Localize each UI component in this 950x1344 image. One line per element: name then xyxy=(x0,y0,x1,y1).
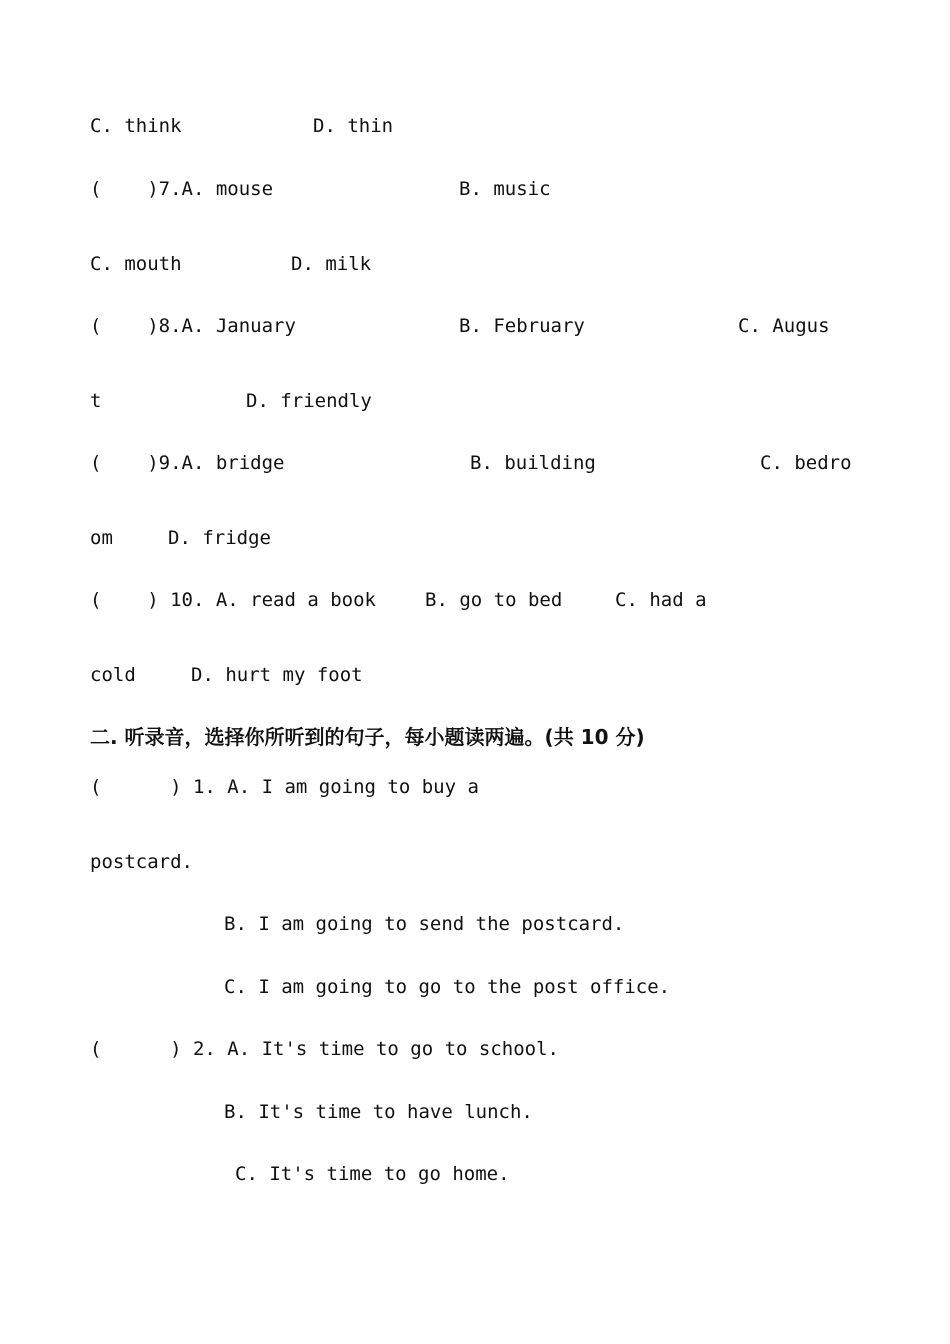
s2-q1-option-b: B. I am going to send the postcard. xyxy=(224,913,625,935)
q8-option-b: B. February xyxy=(459,315,585,337)
q10-prompt: ( ) 10. A. read a book xyxy=(90,589,376,611)
q9-option-c: C. bedro xyxy=(760,452,852,474)
q10-option-c-wrap: cold xyxy=(90,664,136,686)
q9-option-b: B. building xyxy=(470,452,596,474)
q9-prompt: ( )9.A. bridge xyxy=(90,452,285,474)
q7-prompt: ( )7.A. mouse xyxy=(90,178,274,200)
q8-option-c-wrap: t xyxy=(90,390,102,412)
q8-option-c: C. Augus xyxy=(738,315,830,337)
q8-option-d: D. friendly xyxy=(246,390,372,412)
s2-q1-prompt: ( ) 1. A. I am going to buy a xyxy=(90,776,479,798)
q7-option-b: B. music xyxy=(459,178,551,200)
s2-q1-option-a-wrap: postcard. xyxy=(90,851,193,873)
q9-option-d: D. fridge xyxy=(168,527,271,549)
q7-option-d: D. milk xyxy=(291,253,372,275)
q7-option-c: C. mouth xyxy=(90,253,182,275)
q9-option-c-wrap: om xyxy=(90,527,113,549)
s2-q2-option-c: C. It's time to go home. xyxy=(235,1163,510,1185)
q10-option-b: B. go to bed xyxy=(425,589,563,611)
s2-q2-option-b: B. It's time to have lunch. xyxy=(224,1101,533,1123)
q10-option-d: D. hurt my foot xyxy=(191,664,363,686)
q10-option-c: C. had a xyxy=(615,589,707,611)
s2-q2-prompt: ( ) 2. A. It's time to go to school. xyxy=(90,1038,559,1060)
s2-q1-option-c: C. I am going to go to the post office. xyxy=(224,976,671,998)
section-2-title: 二. 听录音，选择你所听到的句子，每小题读两遍。(共 10 分) xyxy=(90,725,645,749)
q6-option-c: C. think xyxy=(90,115,182,137)
q6-option-d: D. thin xyxy=(313,115,394,137)
q8-prompt: ( )8.A. January xyxy=(90,315,296,337)
